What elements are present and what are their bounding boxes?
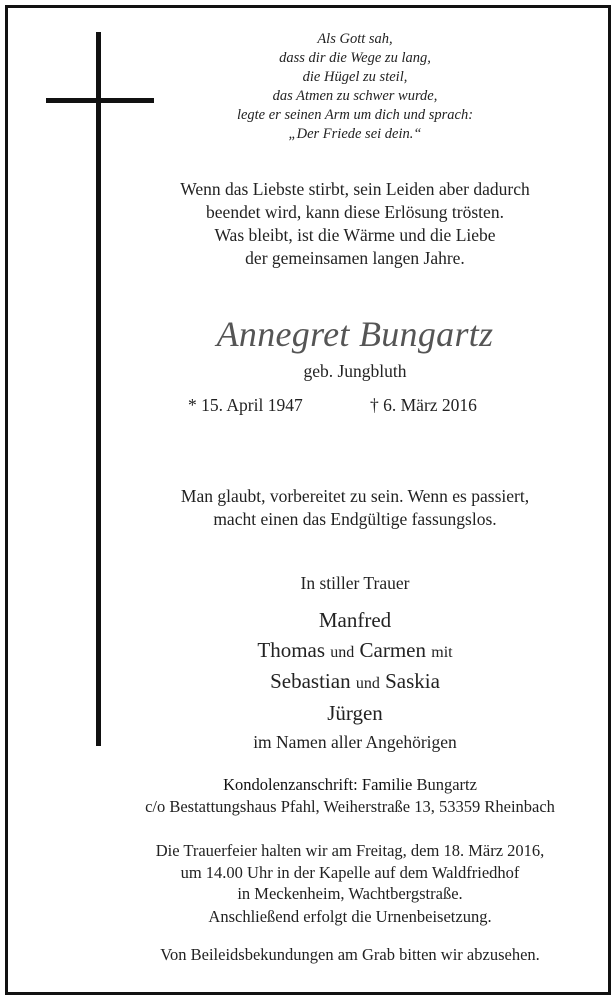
poem-line: legte er seinen Arm um dich und sprach: bbox=[236, 107, 474, 123]
maiden-name: geb. Jungbluth bbox=[303, 361, 407, 381]
intro-line: der gemeinsamen langen Jahre. bbox=[245, 248, 465, 268]
poem-line: das Atmen zu schwer wurde, bbox=[272, 88, 438, 104]
funeral-home-address: c/o Bestattungshaus Pfahl, Weiherstraße 13, 53359 Rheinbach bbox=[145, 797, 555, 816]
mourner-name: Thomas bbox=[257, 637, 326, 662]
cross-symbol-vertical bbox=[96, 32, 101, 746]
mourner-line bbox=[120, 699, 590, 729]
service-line: um 14.00 Uhr in der Kapelle auf dem Waldfriedhof bbox=[180, 862, 520, 882]
mourner-line bbox=[120, 606, 590, 636]
mourner-line bbox=[120, 636, 590, 668]
poem-line: die Hügel zu steil, bbox=[302, 69, 408, 85]
mourner-name: Carmen bbox=[359, 637, 427, 662]
condolence-line bbox=[100, 774, 600, 796]
intro-line: beendet wird, kann diese Erlösung trösten. bbox=[206, 202, 504, 222]
condolence-address bbox=[100, 774, 600, 818]
poem-line: Als Gott sah, bbox=[317, 31, 393, 47]
death-date: † 6. März 2016 bbox=[370, 395, 477, 415]
urn-burial-note: Anschließend erfolgt die Urnenbeisetzung. bbox=[208, 907, 492, 926]
poem-line: „Der Friede sei dein.“ bbox=[288, 126, 422, 142]
intro-text bbox=[120, 178, 590, 270]
mourner-name: Jürgen bbox=[327, 700, 383, 725]
mourner-name: Saskia bbox=[385, 669, 440, 693]
family-name: Bungartz bbox=[416, 775, 477, 794]
poem-line: dass dir die Wege zu lang, bbox=[279, 50, 431, 66]
deceased-name: Annegret Bungartz bbox=[216, 314, 494, 354]
mourners-list bbox=[120, 606, 590, 728]
service-line: in Meckenheim, Wachtbergstraße. bbox=[237, 884, 463, 903]
quote-line: Man glaubt, vorbereitet zu sein. Wenn es passiert, bbox=[180, 486, 530, 506]
conjunction: und bbox=[355, 675, 380, 692]
birth-date: * 15. April 1947 bbox=[188, 395, 303, 415]
mourner-name: Manfred bbox=[318, 608, 392, 632]
mourning-heading: In stiller Trauer bbox=[300, 573, 410, 593]
conjunction: und bbox=[330, 643, 355, 661]
service-line: Die Trauerfeier halten wir am Freitag, dem 18. März 2016, bbox=[155, 841, 545, 860]
condolence-request: Von Beileidsbekundungen am Grab bitten wir abzusehen. bbox=[160, 945, 540, 964]
intro-line: Wenn das Liebste stirbt, sein Leiden aber dadurch bbox=[180, 179, 530, 199]
funeral-service-info bbox=[100, 840, 600, 905]
intro-line: Was bleibt, ist die Wärme und die Liebe bbox=[214, 225, 496, 245]
mourner-line bbox=[120, 667, 590, 699]
conjunction: mit bbox=[431, 643, 453, 661]
relatives-line: im Namen aller Angehörigen bbox=[253, 732, 457, 752]
quote-line: macht einen das Endgültige fassungslos. bbox=[213, 509, 497, 529]
mourner-name: Sebastian bbox=[270, 669, 351, 693]
quote-text bbox=[120, 485, 590, 531]
condolence-label: Kondolenzanschrift: Familie bbox=[223, 775, 413, 794]
poem bbox=[120, 30, 590, 144]
